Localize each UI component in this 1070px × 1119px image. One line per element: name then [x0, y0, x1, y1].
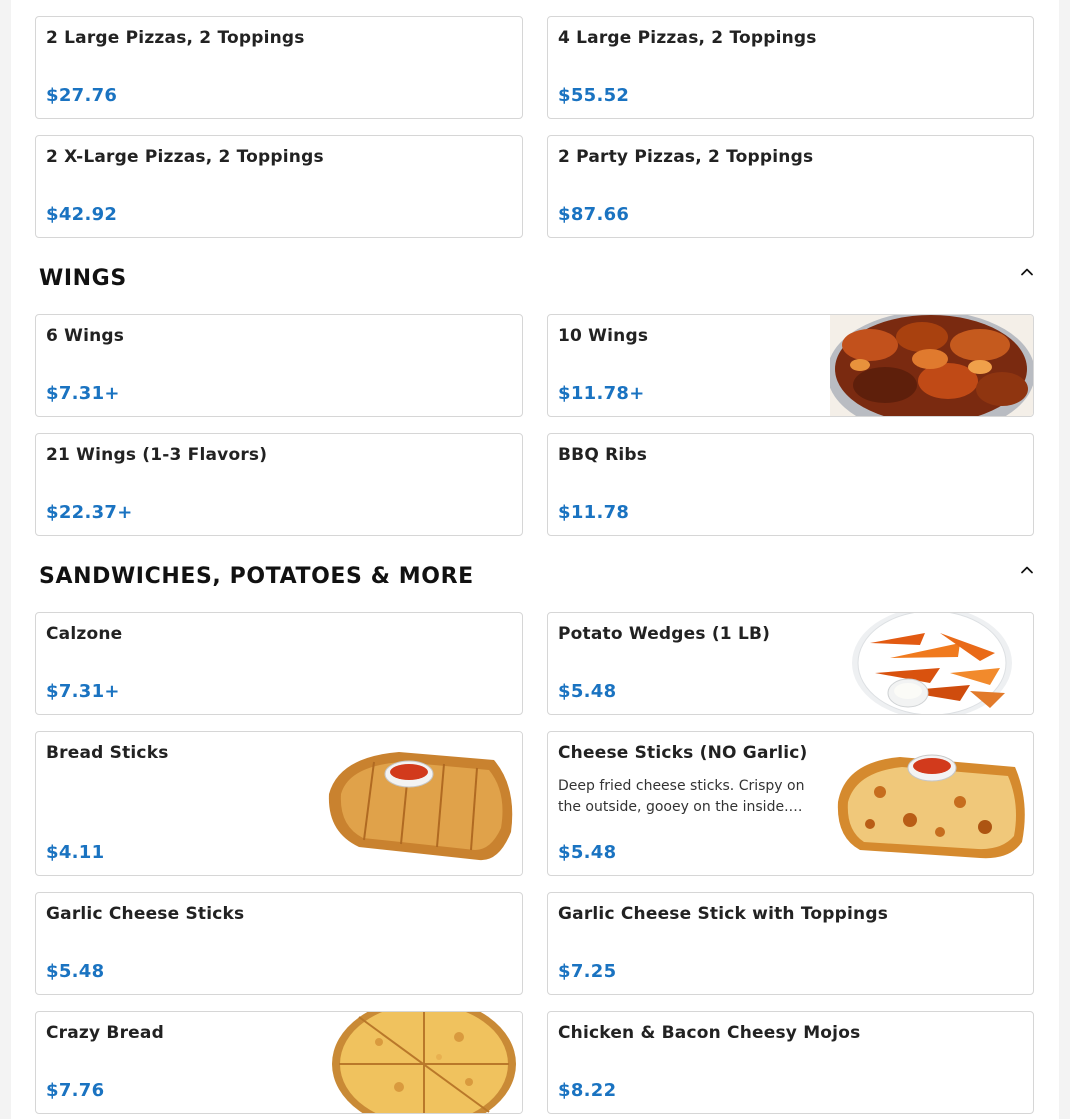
menu-item-card[interactable] — [547, 892, 1034, 995]
item-price: $4.11 — [46, 842, 105, 863]
cheese-sticks-photo — [830, 732, 1033, 875]
item-price: $5.48 — [46, 961, 105, 982]
item-name: 2 Party Pizzas, 2 Toppings — [558, 147, 814, 167]
item-price: $22.37+ — [46, 502, 133, 523]
menu-item-card[interactable] — [547, 314, 1034, 417]
item-price: $7.76 — [46, 1080, 105, 1101]
menu-item-card[interactable] — [35, 612, 523, 715]
item-price: $55.52 — [558, 85, 630, 106]
item-name: Garlic Cheese Sticks — [46, 904, 245, 924]
item-name: 21 Wings (1-3 Flavors) — [46, 445, 268, 465]
item-price: $11.78 — [558, 502, 630, 523]
item-price: $8.22 — [558, 1080, 617, 1101]
chevron-up-icon[interactable] — [1021, 266, 1033, 278]
menu-item-card[interactable] — [547, 731, 1034, 876]
item-name: Cheese Sticks (NO Garlic) — [558, 743, 808, 763]
item-price: $5.48 — [558, 842, 617, 863]
item-name: 2 X-Large Pizzas, 2 Toppings — [46, 147, 324, 167]
menu-item-card[interactable] — [35, 16, 523, 119]
item-price: $5.48 — [558, 681, 617, 702]
bread-sticks-photo — [319, 732, 522, 875]
menu-page — [11, 0, 1059, 1119]
item-name: Chicken & Bacon Cheesy Mojos — [558, 1023, 861, 1043]
item-price: $87.66 — [558, 204, 630, 225]
menu-item-card[interactable] — [547, 1011, 1034, 1114]
item-name: Calzone — [46, 624, 123, 644]
menu-item-card[interactable] — [547, 433, 1034, 536]
menu-item-card[interactable] — [547, 612, 1034, 715]
menu-item-card[interactable] — [35, 731, 523, 876]
menu-item-card[interactable] — [35, 892, 523, 995]
item-price: $7.31+ — [46, 681, 120, 702]
wings-photo — [830, 315, 1033, 416]
item-name: 6 Wings — [46, 326, 125, 346]
item-name: 4 Large Pizzas, 2 Toppings — [558, 28, 817, 48]
item-price: $42.92 — [46, 204, 118, 225]
item-name: 10 Wings — [558, 326, 649, 346]
item-name: Bread Sticks — [46, 743, 169, 763]
section-title-wings: WINGS — [39, 266, 127, 291]
menu-item-card[interactable] — [35, 314, 523, 417]
item-price: $7.25 — [558, 961, 617, 982]
item-name: Garlic Cheese Stick with Toppings — [558, 904, 889, 924]
item-name: Crazy Bread — [46, 1023, 164, 1043]
menu-item-card[interactable] — [35, 135, 523, 238]
section-title-sandwiches: SANDWICHES, POTATOES & MORE — [39, 564, 474, 589]
item-name: BBQ Ribs — [558, 445, 648, 465]
menu-item-card[interactable] — [35, 1011, 523, 1114]
item-price: $11.78+ — [558, 383, 645, 404]
crazy-bread-photo — [319, 1012, 522, 1113]
chevron-up-icon[interactable] — [1021, 564, 1033, 576]
item-price: $27.76 — [46, 85, 118, 106]
item-name: 2 Large Pizzas, 2 Toppings — [46, 28, 305, 48]
item-description: Deep fried cheese sticks. Crispy on the outside, gooey on the inside.… — [558, 778, 805, 815]
menu-item-card[interactable] — [547, 135, 1034, 238]
menu-item-card[interactable] — [35, 433, 523, 536]
menu-item-card[interactable] — [547, 16, 1034, 119]
potato-wedges-photo — [830, 613, 1033, 714]
item-price: $7.31+ — [46, 383, 120, 404]
item-name: Potato Wedges (1 LB) — [558, 624, 771, 644]
